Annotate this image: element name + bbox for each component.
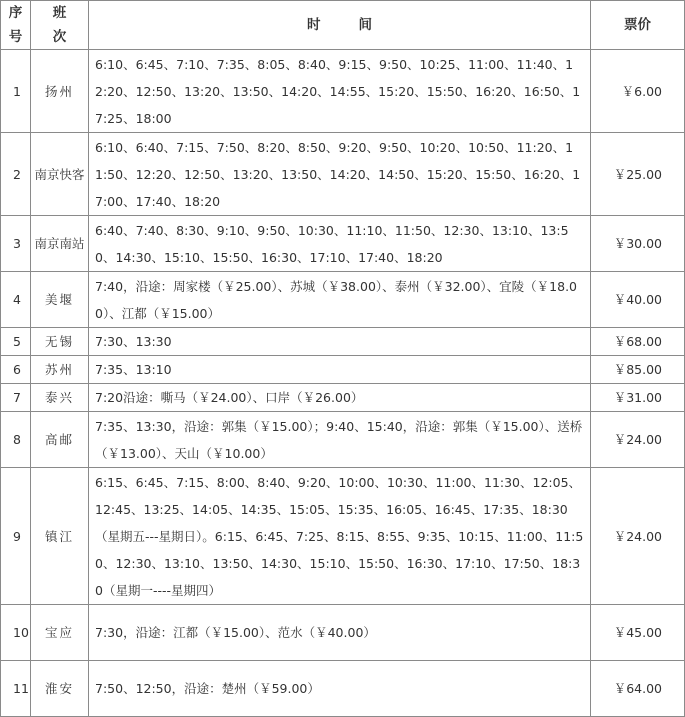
row-no: 4 xyxy=(1,272,31,328)
row-route: 宝应 xyxy=(31,605,89,661)
row-route: 无锡 xyxy=(31,328,89,356)
row-price: ￥45.00 xyxy=(591,605,685,661)
row-times: 7:30、13:30 xyxy=(89,328,591,356)
header-no-line2: 号 xyxy=(8,29,23,45)
row-times: 7:35、13:10 xyxy=(89,356,591,384)
row-no: 5 xyxy=(1,328,31,356)
header-no-line1: 序 xyxy=(8,5,23,21)
row-price: ￥31.00 xyxy=(591,384,685,412)
row-times: 6:15、6:45、7:15、8:00、8:40、9:20、10:00、10:30、11:00、11:30、12:05、12:45、13:25、14:05、14:35、15:05、15:35、16:05、16:45、17:35、18:30（星期五---星期日）。6:15、6:45、7:25、8:15、8:55、9:35、10:15、11:00、11:50、12:30、13:10、13:50、14:30、15:10、15:50、16:30、17:10、17:50、18:30（星期一----星期四） xyxy=(89,468,591,605)
header-route-line2: 次 xyxy=(52,29,67,45)
row-price: ￥68.00 xyxy=(591,328,685,356)
header-route xyxy=(31,1,89,50)
table-row xyxy=(1,356,685,384)
row-times: 6:10、6:40、7:15、7:50、8:20、8:50、9:20、9:50、10:20、10:50、11:20、11:50、12:20、12:50、13:20、13:50、14:20、14:50、15:20、15:50、16:20、17:00、17:40、18:20 xyxy=(89,133,591,216)
row-route: 南京快客 xyxy=(31,133,89,216)
table-row xyxy=(1,412,685,468)
row-price: ￥85.00 xyxy=(591,356,685,384)
row-route: 扬州 xyxy=(31,50,89,133)
row-no: 11 xyxy=(1,661,31,717)
row-no: 3 xyxy=(1,216,31,272)
header-no xyxy=(1,1,31,50)
table-row xyxy=(1,216,685,272)
row-route: 南京南站 xyxy=(31,216,89,272)
row-route: 淮安 xyxy=(31,661,89,717)
header-time-label: 时间 xyxy=(307,17,410,33)
row-times: 7:35、13:30，沿途：郭集（￥15.00）；9:40、15:40，沿途：郭集（￥15.00）、送桥（￥13.00）、天山（￥10.00） xyxy=(89,412,591,468)
row-price: ￥64.00 xyxy=(591,661,685,717)
row-route: 镇江 xyxy=(31,468,89,605)
row-no: 7 xyxy=(1,384,31,412)
table-header-row xyxy=(1,1,685,50)
row-no: 8 xyxy=(1,412,31,468)
row-price: ￥30.00 xyxy=(591,216,685,272)
row-times: 6:40、7:40、8:30、9:10、9:50、10:30、11:10、11:50、12:30、13:10、13:50、14:30、15:10、15:50、16:30、17:10、17:40、18:20 xyxy=(89,216,591,272)
header-price xyxy=(591,1,685,50)
row-price: ￥24.00 xyxy=(591,468,685,605)
table-row xyxy=(1,384,685,412)
row-times: 7:40，沿途：周家楼（￥25.00）、苏城（￥38.00）、泰州（￥32.00）、宜陵（￥18.00）、江都（￥15.00） xyxy=(89,272,591,328)
row-price: ￥40.00 xyxy=(591,272,685,328)
row-no: 1 xyxy=(1,50,31,133)
table-row xyxy=(1,133,685,216)
row-price: ￥25.00 xyxy=(591,133,685,216)
header-time xyxy=(89,1,591,50)
row-times: 7:50、12:50，沿途：楚州（￥59.00） xyxy=(89,661,591,717)
row-route: 美堰 xyxy=(31,272,89,328)
row-no: 2 xyxy=(1,133,31,216)
table-row xyxy=(1,661,685,717)
row-times: 7:30，沿途：江都（￥15.00）、范水（￥40.00） xyxy=(89,605,591,661)
row-no: 9 xyxy=(1,468,31,605)
row-no: 10 xyxy=(1,605,31,661)
header-route-line1: 班 xyxy=(52,5,67,21)
table-row xyxy=(1,328,685,356)
row-route: 泰兴 xyxy=(31,384,89,412)
header-price-label: 票价 xyxy=(624,17,651,33)
row-price: ￥24.00 xyxy=(591,412,685,468)
row-times: 7:20沿途：嘶马（￥24.00）、口岸（￥26.00） xyxy=(89,384,591,412)
row-no: 6 xyxy=(1,356,31,384)
row-price: ￥6.00 xyxy=(591,50,685,133)
table-row xyxy=(1,605,685,661)
row-route: 高邮 xyxy=(31,412,89,468)
row-times: 6:10、6:45、7:10、7:35、8:05、8:40、9:15、9:50、10:25、11:00、11:40、12:20、12:50、13:20、13:50、14:20、14:55、15:20、15:50、16:20、16:50、17:25、18:00 xyxy=(89,50,591,133)
table-row xyxy=(1,272,685,328)
table-row xyxy=(1,50,685,133)
table-row xyxy=(1,468,685,605)
row-route: 苏州 xyxy=(31,356,89,384)
